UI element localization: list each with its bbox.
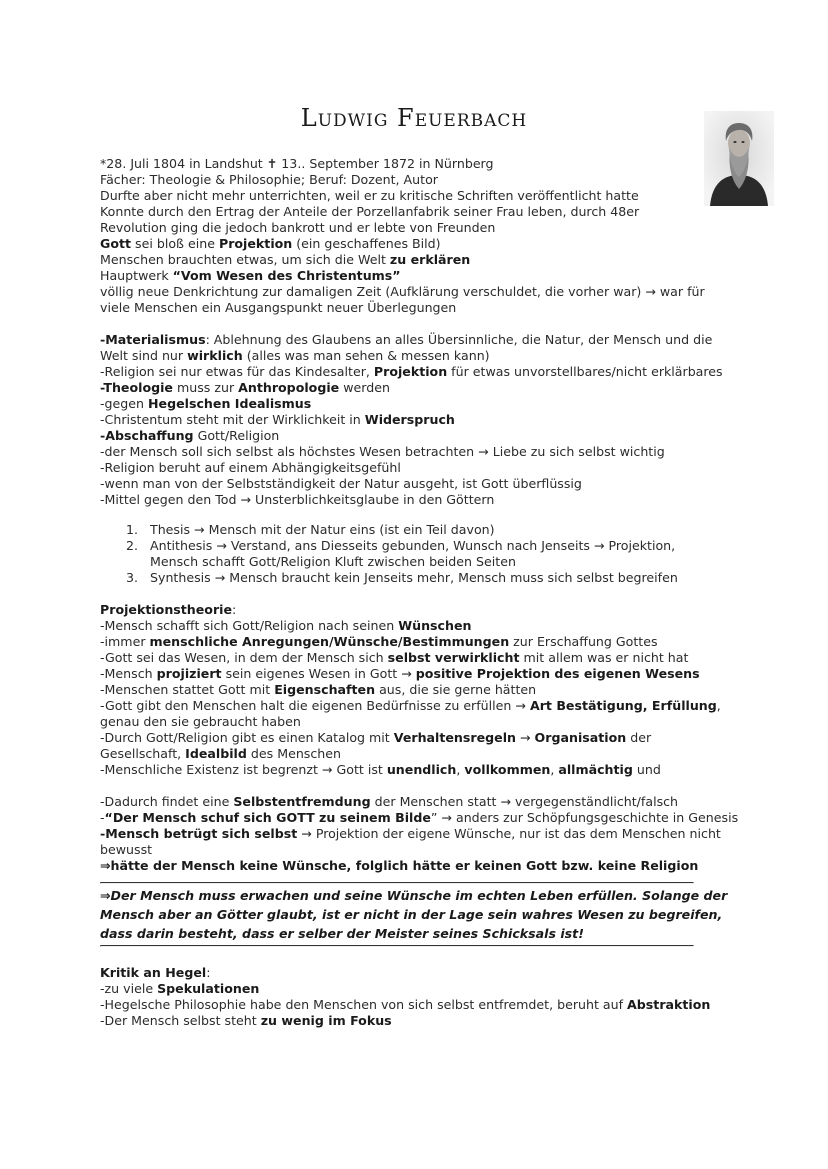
projection-line: Gott sei bloß eine Projektion (ein geschaffenes Bild) xyxy=(100,236,441,251)
list-item: -Hegelsche Philosophie habe den Menschen von sich selbst entfremdet, beruht auf Abstraktion xyxy=(100,997,711,1012)
list-item: Gesellschaft, Idealbild des Menschen xyxy=(100,746,341,761)
dialectic-list xyxy=(126,522,740,586)
list-item: -Mensch projiziert sein eigenes Wesen in Gott → positive Projektion des eigenen Wesens xyxy=(100,666,700,681)
projection-section xyxy=(100,602,740,778)
list-item: -Menschliche Existenz ist begrenzt → Gott ist unendlich, vollkommen, allmächtig und xyxy=(100,762,661,777)
list-item: -Der Mensch selbst steht zu wenig im Fokus xyxy=(100,1013,392,1028)
list-item: -Gott sei das Wesen, in dem der Mensch sich selbst verwirklicht mit allem was er nicht hat xyxy=(100,650,689,665)
list-item: 2. Antithesis → Verstand, ans Diesseits gebunden, Wunsch nach Jenseits → Projektion, Mensch schafft Gott/Religion Kluft zwischen beiden Seiten xyxy=(126,538,676,569)
bankruptcy-line: Revolution ging die jedoch bankrott und er lebte von Freunden xyxy=(100,220,496,235)
bio-section xyxy=(100,156,740,316)
death-line: -Mittel gegen den Tod → Unsterblichkeitsglaube in den Göttern xyxy=(100,492,495,507)
key-quote: ⇒Der Mensch muss erwachen und seine Wünsche im echten Leben erfüllen. Solange der Mensch aber an Götter glaubt, ist er nicht in der Lage sein wahres Wesen zu begreifen, dass darin besteht, dass er selber der Meister seines Schicksals ist! xyxy=(100,888,728,941)
list-item: -immer menschliche Anregungen/Wünsche/Bestimmungen zur Erschaffung Gottes xyxy=(100,634,658,649)
hegel-heading: Kritik an Hegel: xyxy=(100,965,211,980)
list-item: -zu viele Spekulationen xyxy=(100,981,260,996)
alienation-section xyxy=(100,794,740,874)
hegel-idealism-line: -gegen Hegelschen Idealismus xyxy=(100,396,312,411)
list-item: -Mensch betrügt sich selbst → Projektion der eigene Wünsche, nur ist das dem Menschen nicht xyxy=(100,826,721,841)
document-body xyxy=(100,156,740,1029)
list-item: -Menschen stattet Gott mit Eigenschaften aus, die sie gerne hätten xyxy=(100,682,537,697)
childhood-line: -Religion sei nur etwas für das Kindesalter, Projektion für etwas unvorstellbares/nicht erklärbares xyxy=(100,364,723,379)
subjects-line: Fächer: Theologie & Philosophie; Beruf: Dozent, Autor xyxy=(100,172,438,187)
list-item: -Mensch schafft sich Gott/Religion nach seinen Wünschen xyxy=(100,618,472,633)
reality-line: Welt sind nur wirklich (alles was man sehen & messen kann) xyxy=(100,348,490,363)
list-item: genau den sie gebraucht haben xyxy=(100,714,301,729)
contradiction-line: -Christentum steht mit der Wirklichkeit in Widerspruch xyxy=(100,412,455,427)
dependency-line: -Religion beruht auf einem Abhängigkeitsgefühl xyxy=(100,460,401,475)
materialism-line: -Materialismus: Ablehnung des Glaubens an alles Übersinnliche, die Natur, der Mensch und die xyxy=(100,332,713,347)
hegel-critique-section xyxy=(100,965,740,1029)
new-thinking-line: völlig neue Denkrichtung zur damaligen Zeit (Aufklärung verschuldet, die vorher war) → war für xyxy=(100,284,705,299)
conclusion-line: ⇒hätte der Mensch keine Wünsche, folglich hätte er keinen Gott bzw. keine Religion xyxy=(100,858,699,873)
list-item: 3. Synthesis → Mensch braucht kein Jenseits mehr, Mensch muss sich selbst begreifen xyxy=(126,570,678,585)
projection-heading: Projektionstheorie: xyxy=(100,602,237,617)
main-work-line: Hauptwerk “Vom Wesen des Christentums” xyxy=(100,268,401,283)
birth-death-line: *28. Juli 1804 in Landshut ✝ 13.. September 1872 in Nürnberg xyxy=(100,156,494,171)
list-item: -Gott gibt den Menschen halt die eigenen Bedürfnisse zu erfüllen → Art Bestätigung, Erfüllung, xyxy=(100,698,721,713)
income-line: Konnte durch den Ertrag der Anteile der Porzellanfabrik seiner Frau leben, durch 48er xyxy=(100,204,640,219)
divider-top xyxy=(100,882,694,884)
page-title: Ludwig Feuerbach xyxy=(300,104,528,132)
highest-being-line: -der Mensch soll sich selbst als höchstes Wesen betrachten → Liebe zu sich selbst wichtig xyxy=(100,444,665,459)
list-item: -Dadurch findet eine Selbstentfremdung der Menschen statt → vergegenständlicht/falsch xyxy=(100,794,679,809)
explain-world-line: Menschen brauchten etwas, um sich die Welt zu erklären xyxy=(100,252,471,267)
list-item: -Durch Gott/Religion gibt es einen Katalog mit Verhaltensregeln → Organisation der xyxy=(100,730,652,745)
independence-line: -wenn man von der Selbstständigkeit der Natur ausgeht, ist Gott überflüssig xyxy=(100,476,582,491)
theology-line: -Theologie muss zur Anthropologie werden xyxy=(100,380,390,395)
list-item: 1. Thesis → Mensch mit der Natur eins (ist ein Teil davon) xyxy=(126,522,495,537)
materialism-section xyxy=(100,332,740,508)
starting-point-line: viele Menschen ein Ausgangspunkt neuer Überlegungen xyxy=(100,300,457,315)
list-item: -“Der Mensch schuf sich GOTT zu seinem Bilde” → anders zur Schöpfungsgeschichte in Genesis xyxy=(100,810,739,825)
abolition-line: -Abschaffung Gott/Religion xyxy=(100,428,280,443)
list-item: bewusst xyxy=(100,842,153,857)
teaching-ban-line: Durfte aber nicht mehr unterrichten, weil er zu kritische Schriften veröffentlicht hatte xyxy=(100,188,639,203)
